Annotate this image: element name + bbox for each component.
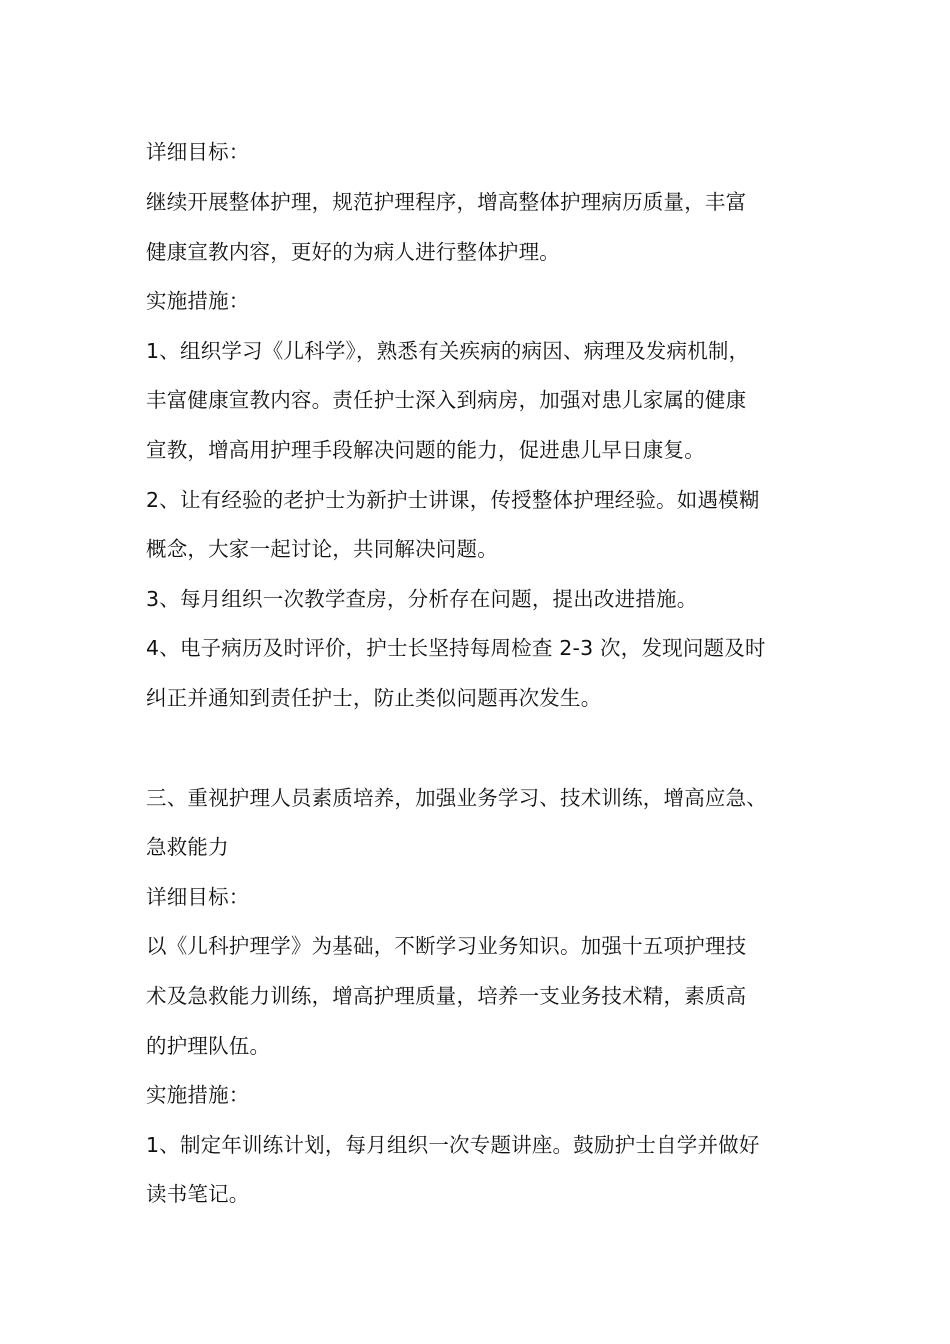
subheading-detailed-goal: 详细目标： <box>146 885 250 909</box>
section-heading: 三、重视护理人员素质培养，加强业务学习、技术训练，增高应急、 <box>146 786 767 810</box>
list-item-line: 纠正并通知到责任护士，防止类似问题再次发生。 <box>146 686 602 710</box>
paragraph-line: 术及急救能力训练，增高护理质量，培养一支业务技术精，素质高 <box>146 984 747 1008</box>
paragraph-line: 以《儿科护理学》为基础，不断学习业务知识。加强十五项护理技 <box>146 934 747 958</box>
list-item-line: 丰富健康宣教内容。责任护士深入到病房，加强对患儿家属的健康 <box>146 388 747 412</box>
subheading-detailed-goal: 详细目标： <box>146 140 250 164</box>
subheading-measures: 实施措施： <box>146 289 250 313</box>
list-item-line: 1、组织学习《儿科学》，熟悉有关疾病的病因、病理及发病机制， <box>146 339 750 363</box>
paragraph-line: 健康宣教内容，更好的为病人进行整体护理。 <box>146 240 560 264</box>
list-item-line: 读书笔记。 <box>146 1182 250 1206</box>
list-item-line: 概念，大家一起讨论，共同解决问题。 <box>146 537 498 561</box>
paragraph-line: 的护理队伍。 <box>146 1034 271 1058</box>
list-item-line: 4、电子病历及时评价，护士长坚持每周检查 2-3 次，发现问题及时 <box>146 636 766 660</box>
list-item-line: 1、制定年训练计划，每月组织一次专题讲座。鼓励护士自学并做好 <box>146 1133 760 1157</box>
list-item-line: 宣教，增高用护理手段解决问题的能力，促进患儿早日康复。 <box>146 438 705 462</box>
list-item-line: 3、每月组织一次教学查房，分析存在问题，提出改进措施。 <box>146 587 698 611</box>
paragraph-line: 继续开展整体护理，规范护理程序，增高整体护理病历质量，丰富 <box>146 190 747 214</box>
section-heading: 急救能力 <box>146 835 229 859</box>
subheading-measures: 实施措施： <box>146 1083 250 1107</box>
list-item-line: 2、让有经验的老护士为新护士讲课，传授整体护理经验。如遇模糊 <box>146 488 760 512</box>
